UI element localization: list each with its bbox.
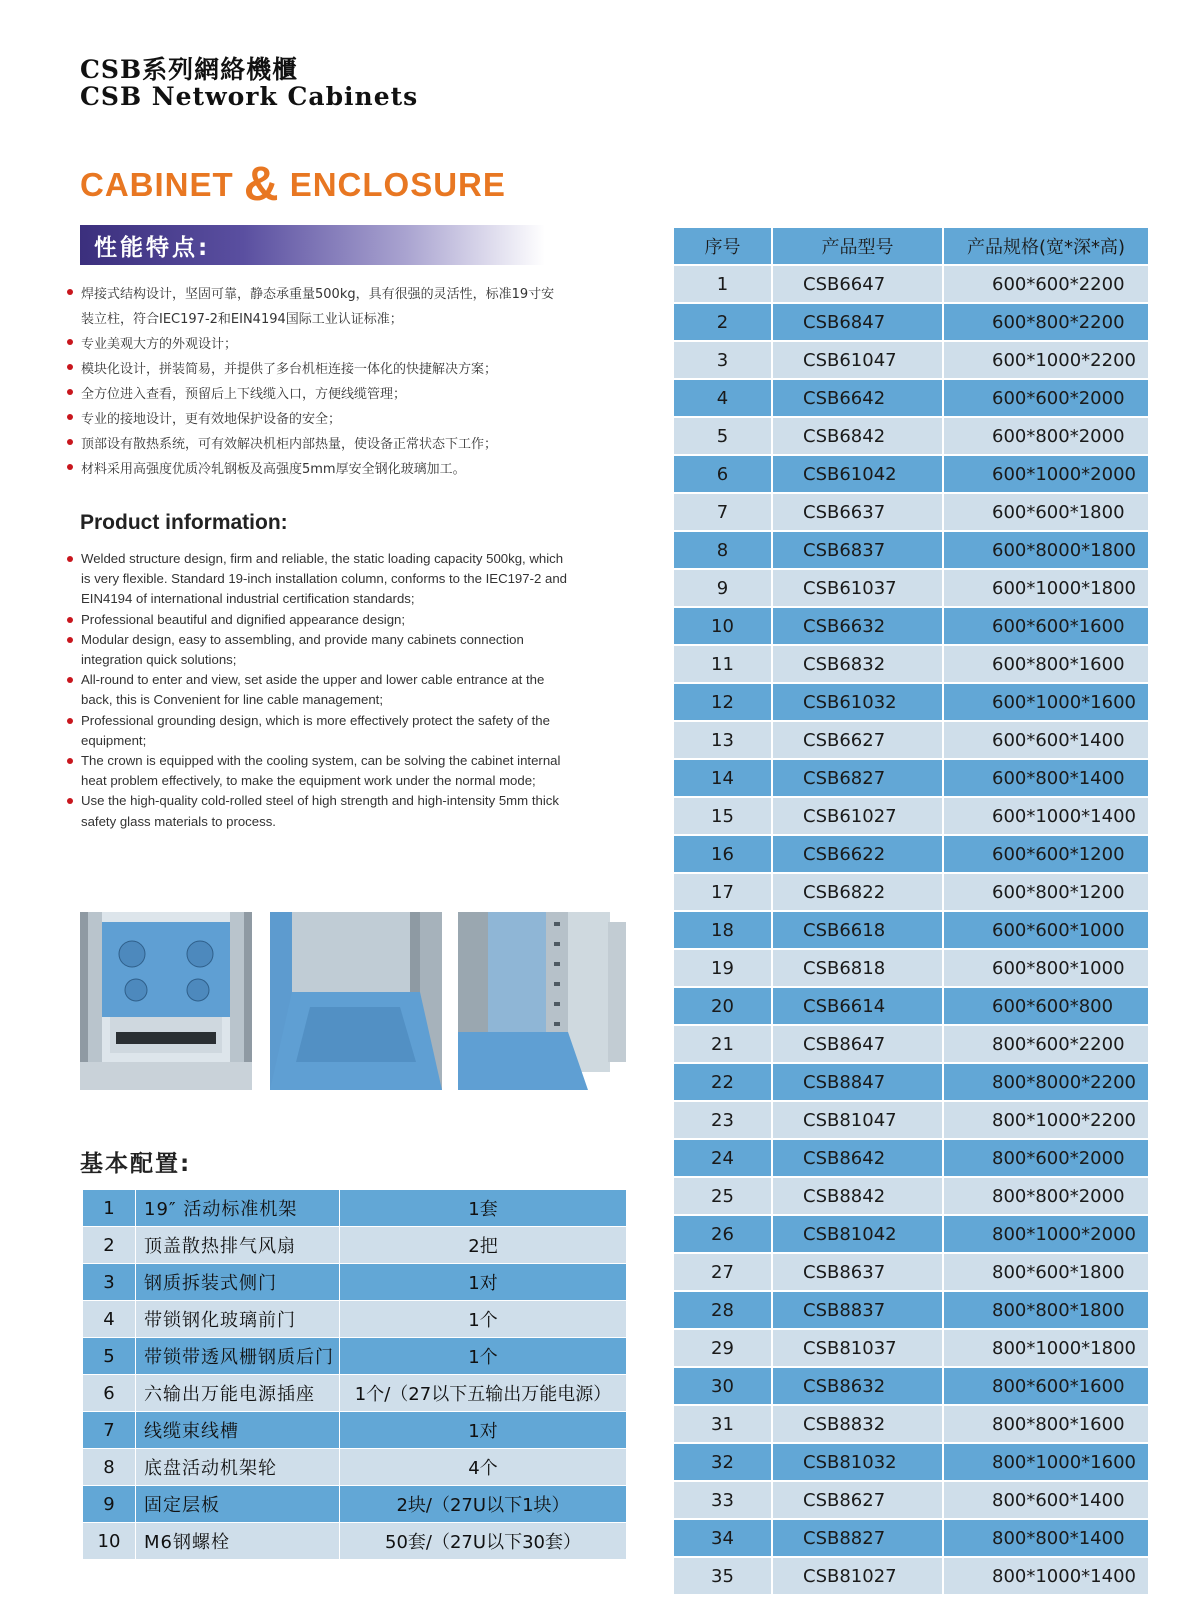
product-info-item: All-round to enter and view, set aside the upper and lower cable entrance at the back, this is Convenient for line cable management; — [67, 670, 567, 710]
spec-model: CSB6614 — [772, 987, 943, 1025]
spec-no: 2 — [673, 303, 772, 341]
spec-no: 12 — [673, 683, 772, 721]
table-row — [673, 531, 1149, 569]
spec-size: 600*1000*1800 — [943, 569, 1149, 607]
spec-model: CSB6837 — [772, 531, 943, 569]
spec-size: 600*800*1200 — [943, 873, 1149, 911]
table-row — [673, 1405, 1149, 1443]
spec-size: 800*800*1400 — [943, 1519, 1149, 1557]
feature-item: 材料采用高强度优质冷轧钢板及高强度5mm厚安全钢化玻璃加工。 — [67, 457, 567, 482]
config-name: 带锁带透风栅钢质后门 — [136, 1338, 340, 1375]
brand-left-text: CABINET — [80, 166, 234, 203]
spec-no: 27 — [673, 1253, 772, 1291]
spec-no: 31 — [673, 1405, 772, 1443]
spec-size: 800*800*1800 — [943, 1291, 1149, 1329]
config-no: 9 — [83, 1486, 136, 1523]
table-row — [673, 607, 1149, 645]
spec-no: 21 — [673, 1025, 772, 1063]
table-row — [83, 1412, 627, 1449]
spec-model: CSB81042 — [772, 1215, 943, 1253]
spec-model: CSB6827 — [772, 759, 943, 797]
spec-size: 600*600*1200 — [943, 835, 1149, 873]
spec-no: 33 — [673, 1481, 772, 1519]
spec-model: CSB8842 — [772, 1177, 943, 1215]
spec-model: CSB6627 — [772, 721, 943, 759]
spec-model: CSB81047 — [772, 1101, 943, 1139]
spec-model: CSB6647 — [772, 265, 943, 303]
spec-model: CSB61042 — [772, 455, 943, 493]
spec-header-row — [673, 227, 1149, 265]
table-row — [673, 759, 1149, 797]
table-row — [673, 379, 1149, 417]
features-banner — [80, 225, 545, 265]
spec-size: 800*600*2000 — [943, 1139, 1149, 1177]
product-info-item: Professional beautiful and dignified appearance design; — [67, 610, 567, 630]
table-row — [673, 265, 1149, 303]
config-no: 2 — [83, 1227, 136, 1264]
product-info-list — [67, 549, 567, 832]
spec-size: 600*600*1600 — [943, 607, 1149, 645]
spec-model: CSB8642 — [772, 1139, 943, 1177]
table-row — [673, 1063, 1149, 1101]
table-row — [83, 1227, 627, 1264]
spec-no: 18 — [673, 911, 772, 949]
config-name: 带锁钢化玻璃前门 — [136, 1301, 340, 1338]
spec-size: 600*1000*1600 — [943, 683, 1149, 721]
cabinet-floor-photo — [270, 912, 442, 1090]
spec-header-model: 产品型号 — [772, 227, 943, 265]
spec-model: CSB8637 — [772, 1253, 943, 1291]
spec-no: 35 — [673, 1557, 772, 1595]
product-info-item: Use the high-quality cold-rolled steel of high strength and high-intensity 5mm thick safety glass materials to process. — [67, 791, 567, 831]
spec-no: 26 — [673, 1215, 772, 1253]
table-row — [673, 341, 1149, 379]
spec-no: 3 — [673, 341, 772, 379]
config-qty: 1个/（27以下五输出万能电源） — [340, 1375, 627, 1412]
spec-model: CSB61032 — [772, 683, 943, 721]
spec-model: CSB61027 — [772, 797, 943, 835]
table-row — [673, 1367, 1149, 1405]
spec-model: CSB6832 — [772, 645, 943, 683]
config-name: 底盘活动机架轮 — [136, 1449, 340, 1486]
spec-size: 800*1000*1800 — [943, 1329, 1149, 1367]
table-row — [673, 911, 1149, 949]
spec-size: 800*600*1800 — [943, 1253, 1149, 1291]
spec-no: 16 — [673, 835, 772, 873]
spec-model: CSB8647 — [772, 1025, 943, 1063]
config-name: 钢质拆装式侧门 — [136, 1264, 340, 1301]
spec-model: CSB6847 — [772, 303, 943, 341]
config-heading: 基本配置: — [80, 1151, 192, 1177]
config-no: 10 — [83, 1523, 136, 1560]
spec-size: 600*600*2200 — [943, 265, 1149, 303]
table-row — [673, 797, 1149, 835]
table-row — [673, 987, 1149, 1025]
brand-heading — [80, 157, 506, 212]
spec-no: 13 — [673, 721, 772, 759]
product-info-item: The crown is equipped with the cooling system, can be solving the cabinet internal heat problem effectively, to make the equipment work under the normal mode; — [67, 751, 567, 791]
spec-no: 1 — [673, 265, 772, 303]
config-qty: 50套/（27U以下30套） — [340, 1523, 627, 1560]
table-row — [83, 1375, 627, 1412]
spec-model: CSB6622 — [772, 835, 943, 873]
feature-item: 模块化设计，拼装简易，并提供了多台机柜连接一体化的快捷解决方案； — [67, 357, 567, 382]
config-qty: 2把 — [340, 1227, 627, 1264]
config-table — [82, 1189, 627, 1560]
spec-model: CSB6632 — [772, 607, 943, 645]
spec-no: 8 — [673, 531, 772, 569]
table-row — [673, 873, 1149, 911]
table-row — [83, 1190, 627, 1227]
table-row — [83, 1301, 627, 1338]
table-row — [83, 1338, 627, 1375]
spec-size: 600*1000*1400 — [943, 797, 1149, 835]
spec-model: CSB6822 — [772, 873, 943, 911]
spec-size: 800*600*2200 — [943, 1025, 1149, 1063]
spec-no: 22 — [673, 1063, 772, 1101]
config-name: 19″ 活动标准机架 — [136, 1190, 340, 1227]
spec-no: 7 — [673, 493, 772, 531]
spec-size: 800*600*1600 — [943, 1367, 1149, 1405]
spec-size: 800*8000*2200 — [943, 1063, 1149, 1101]
table-row — [673, 1025, 1149, 1063]
spec-size: 800*800*2000 — [943, 1177, 1149, 1215]
config-qty: 1对 — [340, 1412, 627, 1449]
table-row — [673, 493, 1149, 531]
config-no: 4 — [83, 1301, 136, 1338]
product-info-heading: Product information: — [80, 511, 288, 534]
spec-model: CSB6642 — [772, 379, 943, 417]
spec-size: 800*600*1400 — [943, 1481, 1149, 1519]
spec-no: 10 — [673, 607, 772, 645]
spec-header-no: 序号 — [673, 227, 772, 265]
spec-model: CSB6637 — [772, 493, 943, 531]
config-qty: 1对 — [340, 1264, 627, 1301]
table-row — [83, 1449, 627, 1486]
product-info-item: Modular design, easy to assembling, and provide many cabinets connection integration quick solutions; — [67, 630, 567, 670]
spec-no: 23 — [673, 1101, 772, 1139]
table-row — [83, 1264, 627, 1301]
spec-model: CSB81037 — [772, 1329, 943, 1367]
spec-size: 800*1000*1600 — [943, 1443, 1149, 1481]
spec-no: 14 — [673, 759, 772, 797]
spec-size: 600*800*1400 — [943, 759, 1149, 797]
spec-size: 600*800*1600 — [943, 645, 1149, 683]
table-row — [673, 1139, 1149, 1177]
table-row — [673, 835, 1149, 873]
spec-size: 600*1000*2000 — [943, 455, 1149, 493]
config-no: 7 — [83, 1412, 136, 1449]
table-row — [673, 1519, 1149, 1557]
cabinet-interior-fans-photo — [80, 912, 252, 1090]
table-row — [673, 1443, 1149, 1481]
page-title-en: CSB Network Cabinets — [80, 82, 419, 111]
config-no: 1 — [83, 1190, 136, 1227]
spec-no: 11 — [673, 645, 772, 683]
spec-no: 28 — [673, 1291, 772, 1329]
spec-no: 17 — [673, 873, 772, 911]
config-name: 顶盖散热排气风扇 — [136, 1227, 340, 1264]
config-name: M6钢螺栓 — [136, 1523, 340, 1560]
table-row — [673, 1215, 1149, 1253]
feature-item: 专业美观大方的外观设计； — [67, 332, 567, 357]
spec-no: 29 — [673, 1329, 772, 1367]
config-no: 8 — [83, 1449, 136, 1486]
table-row — [673, 1329, 1149, 1367]
spec-no: 30 — [673, 1367, 772, 1405]
spec-model: CSB8632 — [772, 1367, 943, 1405]
spec-size: 800*1000*2000 — [943, 1215, 1149, 1253]
spec-no: 19 — [673, 949, 772, 987]
spec-no: 15 — [673, 797, 772, 835]
config-qty: 1个 — [340, 1301, 627, 1338]
spec-model: CSB81027 — [772, 1557, 943, 1595]
spec-header-size: 产品规格(宽*深*高) — [943, 227, 1149, 265]
table-row — [83, 1523, 627, 1560]
table-row — [673, 683, 1149, 721]
product-info-item: Professional grounding design, which is more effectively protect the safety of the equipment; — [67, 711, 567, 751]
table-row — [673, 721, 1149, 759]
table-row — [673, 1253, 1149, 1291]
spec-model: CSB6618 — [772, 911, 943, 949]
table-row — [673, 1481, 1149, 1519]
spec-model: CSB81032 — [772, 1443, 943, 1481]
cabinet-door-rail-photo — [458, 912, 628, 1090]
table-row — [673, 303, 1149, 341]
spec-model: CSB61037 — [772, 569, 943, 607]
feature-item: 顶部设有散热系统，可有效解决机柜内部热量，使设备正常状态下工作； — [67, 432, 567, 457]
config-qty: 2块/（27U以下1块） — [340, 1486, 627, 1523]
spec-model: CSB8627 — [772, 1481, 943, 1519]
table-row — [673, 1101, 1149, 1139]
spec-table-body — [673, 265, 1149, 1595]
spec-size: 600*600*800 — [943, 987, 1149, 1025]
feature-item: 全方位进入查看，预留后上下线缆入口，方便线缆管理； — [67, 382, 567, 407]
config-no: 6 — [83, 1375, 136, 1412]
table-row — [673, 455, 1149, 493]
spec-no: 5 — [673, 417, 772, 455]
spec-size: 600*600*1800 — [943, 493, 1149, 531]
features-heading: 性能特点: — [94, 235, 211, 261]
table-row — [673, 645, 1149, 683]
spec-size: 600*1000*2200 — [943, 341, 1149, 379]
config-qty: 1个 — [340, 1338, 627, 1375]
spec-size: 800*1000*2200 — [943, 1101, 1149, 1139]
spec-no: 20 — [673, 987, 772, 1025]
spec-no: 9 — [673, 569, 772, 607]
spec-size: 600*600*1400 — [943, 721, 1149, 759]
spec-size: 600*8000*1800 — [943, 531, 1149, 569]
spec-no: 32 — [673, 1443, 772, 1481]
table-row — [673, 949, 1149, 987]
spec-size: 600*600*1000 — [943, 911, 1149, 949]
spec-size: 600*800*2000 — [943, 417, 1149, 455]
spec-size: 800*1000*1400 — [943, 1557, 1149, 1595]
spec-model: CSB6842 — [772, 417, 943, 455]
spec-size: 600*800*1000 — [943, 949, 1149, 987]
spec-size: 600*600*2000 — [943, 379, 1149, 417]
spec-table — [672, 226, 1150, 1596]
config-name: 六输出万能电源插座 — [136, 1375, 340, 1412]
table-row — [673, 1557, 1149, 1595]
page-title-cn: CSB系列網絡機櫃 — [80, 55, 299, 84]
feature-item: 专业的接地设计，更有效地保护设备的安全； — [67, 407, 567, 432]
spec-no: 6 — [673, 455, 772, 493]
spec-size: 600*800*2200 — [943, 303, 1149, 341]
brand-right-text: ENCLOSURE — [289, 166, 506, 203]
table-row — [673, 1177, 1149, 1215]
config-name: 线缆束线槽 — [136, 1412, 340, 1449]
spec-no: 4 — [673, 379, 772, 417]
table-row — [673, 1291, 1149, 1329]
features-list — [67, 282, 567, 482]
config-name: 固定层板 — [136, 1486, 340, 1523]
feature-item: 焊接式结构设计，坚固可靠，静态承重量500kg，具有很强的灵活性，标准19寸安装立柱，符合IEC197-2和EIN4194国际工业认证标准； — [67, 282, 567, 332]
spec-no: 25 — [673, 1177, 772, 1215]
spec-no: 24 — [673, 1139, 772, 1177]
table-row — [83, 1486, 627, 1523]
table-row — [673, 569, 1149, 607]
spec-no: 34 — [673, 1519, 772, 1557]
spec-model: CSB61047 — [772, 341, 943, 379]
config-no: 3 — [83, 1264, 136, 1301]
config-no: 5 — [83, 1338, 136, 1375]
spec-size: 800*800*1600 — [943, 1405, 1149, 1443]
product-info-item: Welded structure design, firm and reliable, the static loading capacity 500kg, which is very flexible. Standard 19-inch installation column, conforms to the IEC197-2 and EIN4194 of international industrial certification standards; — [67, 549, 567, 610]
spec-model: CSB6818 — [772, 949, 943, 987]
brand-ampersand: & — [243, 158, 280, 211]
table-row — [673, 417, 1149, 455]
spec-model: CSB8837 — [772, 1291, 943, 1329]
spec-model: CSB8827 — [772, 1519, 943, 1557]
config-qty: 1套 — [340, 1190, 627, 1227]
spec-model: CSB8847 — [772, 1063, 943, 1101]
spec-model: CSB8832 — [772, 1405, 943, 1443]
config-qty: 4个 — [340, 1449, 627, 1486]
